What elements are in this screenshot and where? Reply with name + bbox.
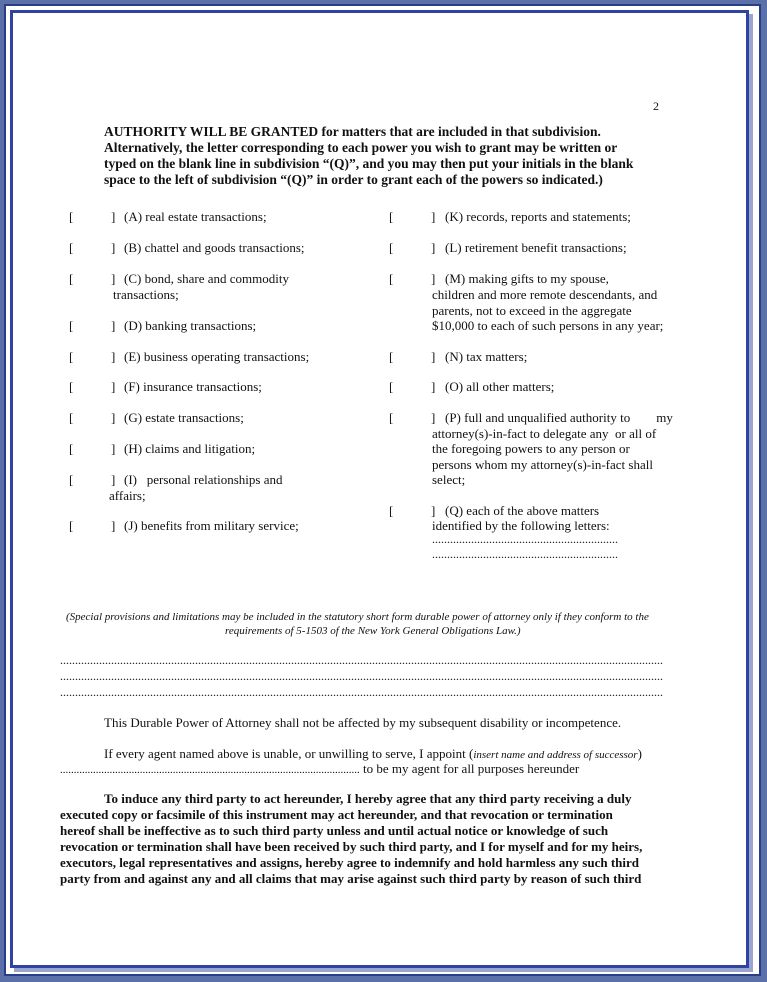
checkbox-close-bracket: ] [431,379,436,394]
power-label: (K) records, reports and statements; [445,209,631,224]
power-label: (F) insurance transactions; [124,379,262,394]
checkbox-open-bracket: [ [389,503,394,518]
third-party-line-6: party from and against any and all claims that may arise against such third party by reason of such third [60,871,642,886]
checkbox-close-bracket: ] [431,410,436,425]
checkbox-close-bracket: ] [111,209,116,224]
checkbox-close-bracket: ] [111,271,116,286]
checkbox-open-bracket: [ [69,318,74,333]
power-label: (D) banking transactions; [124,318,257,333]
q-letters-line-2[interactable]: .............................................................. [432,547,618,561]
checkbox-open-bracket: [ [389,410,394,425]
successor-line-2 [60,761,579,779]
power-label-cont: children and more remote descendants, and [432,287,658,302]
third-party-line-4: revocation or termination shall have been received by such third party, and I for myself and for my heirs, [60,839,643,854]
intro-line-1: AUTHORITY WILL BE GRANTED for matters that are included in that subdivision. [104,124,601,139]
power-label: (P) full and unqualified authority to my [445,410,673,425]
third-party-line-5: executors, legal representatives and assigns, hereby agree to indemnify and hold harmless any such third [60,855,640,870]
checkbox-open-bracket: [ [389,240,394,255]
third-party-line-2: executed copy or facsimile of this instrument may act hereunder, and that revocation or termination [60,807,613,822]
checkbox-close-bracket: ] [111,441,116,456]
power-label-cont: identified by the following letters: [432,518,610,533]
special-provisions-line-3[interactable]: ......................................................................................................................................................................................................... [60,685,663,699]
checkbox-open-bracket: [ [69,379,74,394]
checkbox-close-bracket: ] [431,240,436,255]
special-note-line-1: (Special provisions and limitations may be included in the statutory short form durable power of attorney only if they conform to the [66,611,649,623]
checkbox-close-bracket: ] [431,271,436,286]
power-label-cont: transactions; [113,287,179,302]
power-label: (H) claims and litigation; [124,441,256,456]
checkbox-open-bracket: [ [69,518,74,533]
checkbox-open-bracket: [ [389,209,394,224]
checkbox-open-bracket: [ [69,472,74,487]
checkbox-close-bracket: ] [111,472,116,487]
checkbox-close-bracket: ] [431,209,436,224]
page-number: 2 [653,99,659,113]
power-label-cont: parents, not to exceed in the aggregate [432,303,632,318]
special-note-line-2: requirements of 5-1503 of the New York General Obligations Law.) [225,625,521,637]
special-provisions-line-2[interactable]: ......................................................................................................................................................................................................... [60,669,663,683]
checkbox-close-bracket: ] [111,240,116,255]
checkbox-open-bracket: [ [69,240,74,255]
checkbox-close-bracket: ] [111,349,116,364]
durable-statement: This Durable Power of Attorney shall not be affected by my subsequent disability or incompetence. [104,715,622,730]
special-provisions-line-1[interactable]: ......................................................................................................................................................................................................... [60,653,663,667]
checkbox-open-bracket: [ [69,349,74,364]
power-label-cont: select; [432,472,466,487]
intro-line-2: Alternatively, the letter corresponding to each power you wish to grant may be written or [104,140,618,155]
checkbox-close-bracket: ] [431,503,436,518]
intro-line-4: space to the left of subdivision “(Q)” in order to grant each of the powers so indicated.) [104,172,603,187]
power-label: (N) tax matters; [445,349,528,364]
intro-line-3: typed on the blank line in subdivision “(Q)”, and you may then put your initials in the blank [104,156,634,171]
checkbox-close-bracket: ] [431,349,436,364]
successor-text: If every agent named above is unable, or unwilling to serve, I appoint ( [104,746,474,761]
checkbox-open-bracket: [ [389,271,394,286]
power-label: (I) personal relationships and [124,472,283,487]
checkbox-open-bracket: [ [389,349,394,364]
q-letters-line-1[interactable]: .............................................................. [432,532,618,546]
successor-text-2: to be my agent for all purposes hereunder [359,761,580,776]
checkbox-open-bracket: [ [69,271,74,286]
successor-paren: ) [637,746,642,761]
power-label-cont: the foregoing powers to any person or [432,441,630,456]
checkbox-open-bracket: [ [389,379,394,394]
power-label: (Q) each of the above matters [445,503,600,518]
checkbox-open-bracket: [ [69,441,74,456]
power-label: (O) all other matters; [445,379,555,394]
power-label: (B) chattel and goods transactions; [124,240,305,255]
power-label: (G) estate transactions; [124,410,244,425]
power-label: (E) business operating transactions; [124,349,310,364]
successor-hint: insert name and address of successor [473,749,638,761]
power-label-cont: affairs; [109,488,146,503]
checkbox-close-bracket: ] [111,379,116,394]
power-label: (C) bond, share and commodity [124,271,289,286]
power-label: (L) retirement benefit transactions; [445,240,627,255]
successor-name-field[interactable]: ............................................................................................................. [60,764,360,776]
checkbox-open-bracket: [ [69,410,74,425]
third-party-line-1: To induce any third party to act hereunder, I hereby agree that any third party receiving a duly [104,791,632,806]
checkbox-close-bracket: ] [111,518,116,533]
document-page [10,10,749,968]
power-label-cont: $10,000 to each of such persons in any year; [432,318,664,333]
checkbox-close-bracket: ] [111,410,116,425]
power-label: (M) making gifts to my spouse, [445,271,609,286]
third-party-line-3: hereof shall be ineffective as to such third party unless and until actual notice or knowledge of such [60,823,609,838]
power-label: (J) benefits from military service; [124,518,299,533]
checkbox-close-bracket: ] [111,318,116,333]
power-label: (A) real estate transactions; [124,209,267,224]
power-label-cont: attorney(s)-in-fact to delegate any or all of [432,426,657,441]
checkbox-open-bracket: [ [69,209,74,224]
power-label-cont: persons whom my attorney(s)-in-fact shall [432,457,653,472]
